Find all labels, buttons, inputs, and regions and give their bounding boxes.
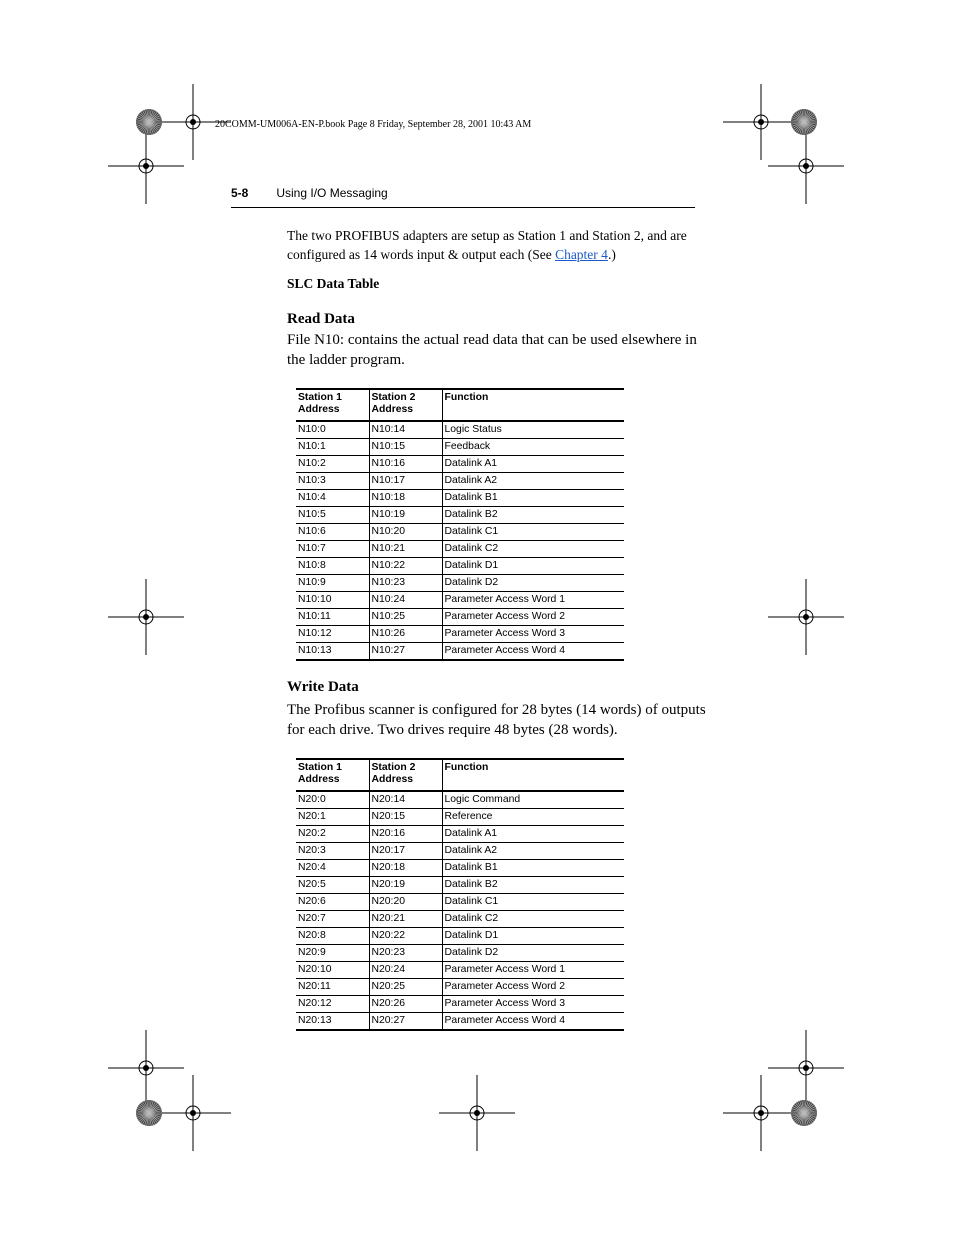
station-2-address-cell: N20:21 bbox=[369, 911, 442, 928]
read-data-heading: Read Data bbox=[287, 311, 355, 327]
write-data-heading: Write Data bbox=[287, 679, 359, 695]
station-1-address-cell: N20:6 bbox=[298, 896, 326, 907]
station-1-address-cell: N10:10 bbox=[298, 594, 332, 605]
function-cell: Parameter Access Word 3 bbox=[442, 626, 624, 643]
station-2-address-cell: N10:19 bbox=[369, 507, 442, 524]
write-data-description: The Profibus scanner is configured for 28 bytes (14 words) of outputs for each drive. Two drives require 48 bytes (28 words). bbox=[287, 702, 706, 738]
station-2-address-cell: N20:22 bbox=[369, 928, 442, 945]
running-header bbox=[231, 186, 388, 200]
intro-paragraph bbox=[287, 227, 697, 264]
station-1-address-cell: N10:13 bbox=[298, 645, 332, 656]
table-row bbox=[296, 626, 624, 643]
station-1-address-cell: N20:8 bbox=[298, 930, 326, 941]
function-cell: Datalink C1 bbox=[442, 894, 624, 911]
table-row bbox=[296, 877, 624, 894]
station-2-address-cell: N10:15 bbox=[369, 439, 442, 456]
function-cell: Logic Status bbox=[442, 421, 624, 439]
table-row bbox=[296, 791, 624, 809]
header-function: Function bbox=[442, 389, 624, 421]
station-2-address-cell: N10:16 bbox=[369, 456, 442, 473]
write-data-table bbox=[296, 758, 624, 1031]
station-2-address-cell: N10:21 bbox=[369, 541, 442, 558]
function-cell: Logic Command bbox=[442, 791, 624, 809]
table-row bbox=[296, 558, 624, 575]
table-row bbox=[296, 996, 624, 1013]
station-2-address-cell: N10:20 bbox=[369, 524, 442, 541]
station-1-address-cell: N10:2 bbox=[298, 458, 326, 469]
function-cell: Datalink A1 bbox=[442, 826, 624, 843]
station-1-address-cell: N20:0 bbox=[298, 794, 326, 805]
station-1-address-cell: N20:3 bbox=[298, 845, 326, 856]
station-1-address-cell: N20:4 bbox=[298, 862, 326, 873]
header-station-2-address: Station 2 Address bbox=[369, 759, 442, 791]
station-1-address-cell: N10:0 bbox=[298, 424, 326, 435]
table-row bbox=[296, 575, 624, 592]
station-1-address-cell: N10:3 bbox=[298, 475, 326, 486]
station-2-address-cell: N20:27 bbox=[369, 1013, 442, 1031]
station-1-address-cell: N20:11 bbox=[298, 981, 331, 992]
header-function: Function bbox=[442, 759, 624, 791]
crosshair-registration-icon bbox=[768, 1030, 844, 1106]
starburst-registration-icon bbox=[791, 1100, 817, 1126]
starburst-registration-icon bbox=[791, 109, 817, 135]
function-cell: Parameter Access Word 2 bbox=[442, 979, 624, 996]
table-row bbox=[296, 439, 624, 456]
station-1-address-cell: N20:2 bbox=[298, 828, 326, 839]
intro-text-end: .) bbox=[607, 246, 616, 262]
read-data-table bbox=[296, 388, 624, 661]
intro-text: The two PROFIBUS adapters are setup as Station 1 and Station 2, and are configured as 14 words input & output each (See bbox=[287, 228, 687, 262]
function-cell: Datalink C2 bbox=[442, 541, 624, 558]
table-row bbox=[296, 979, 624, 996]
function-cell: Parameter Access Word 4 bbox=[442, 1013, 624, 1031]
station-1-address-cell: N10:11 bbox=[298, 611, 331, 622]
section-title: Using I/O Messaging bbox=[276, 186, 388, 200]
function-cell: Parameter Access Word 2 bbox=[442, 609, 624, 626]
chapter-4-link[interactable]: Chapter 4 bbox=[555, 246, 608, 262]
table-row bbox=[296, 826, 624, 843]
table-row bbox=[296, 643, 624, 661]
crosshair-registration-icon bbox=[108, 128, 184, 204]
table-row bbox=[296, 1013, 624, 1031]
function-cell: Parameter Access Word 1 bbox=[442, 962, 624, 979]
station-1-address-cell: N20:1 bbox=[298, 811, 326, 822]
table-row bbox=[296, 592, 624, 609]
station-2-address-cell: N20:20 bbox=[369, 894, 442, 911]
starburst-registration-icon bbox=[136, 109, 162, 135]
station-2-address-cell: N10:22 bbox=[369, 558, 442, 575]
station-2-address-cell: N20:17 bbox=[369, 843, 442, 860]
station-2-address-cell: N20:19 bbox=[369, 877, 442, 894]
station-2-address-cell: N10:17 bbox=[369, 473, 442, 490]
station-2-address-cell: N20:23 bbox=[369, 945, 442, 962]
crosshair-registration-icon bbox=[108, 1030, 184, 1106]
table-row bbox=[296, 809, 624, 826]
station-1-address-cell: N10:4 bbox=[298, 492, 326, 503]
station-2-address-cell: N20:16 bbox=[369, 826, 442, 843]
table-row bbox=[296, 928, 624, 945]
crosshair-registration-icon bbox=[768, 579, 844, 655]
station-2-address-cell: N10:24 bbox=[369, 592, 442, 609]
station-1-address-cell: N20:9 bbox=[298, 947, 326, 958]
station-1-address-cell: N10:7 bbox=[298, 543, 326, 554]
table-row bbox=[296, 945, 624, 962]
table-row bbox=[296, 507, 624, 524]
function-cell: Datalink D1 bbox=[442, 558, 624, 575]
header-rule bbox=[231, 207, 695, 208]
starburst-registration-icon bbox=[136, 1100, 162, 1126]
station-1-address-cell: N10:6 bbox=[298, 526, 326, 537]
station-2-address-cell: N10:27 bbox=[369, 643, 442, 661]
station-2-address-cell: N20:18 bbox=[369, 860, 442, 877]
station-2-address-cell: N20:15 bbox=[369, 809, 442, 826]
function-cell: Parameter Access Word 1 bbox=[442, 592, 624, 609]
table-row bbox=[296, 609, 624, 626]
function-cell: Datalink B1 bbox=[442, 490, 624, 507]
function-cell: Datalink C2 bbox=[442, 911, 624, 928]
crosshair-registration-icon bbox=[723, 84, 799, 160]
crosshair-registration-icon bbox=[108, 579, 184, 655]
table-row bbox=[296, 843, 624, 860]
table-row bbox=[296, 473, 624, 490]
crosshair-registration-icon bbox=[723, 1075, 799, 1151]
station-1-address-cell: N20:12 bbox=[298, 998, 332, 1009]
function-cell: Reference bbox=[442, 809, 624, 826]
print-slug: 20COMM-UM006A-EN-P.book Page 8 Friday, September 28, 2001 10:43 AM bbox=[215, 119, 532, 130]
header-station-2-address: Station 2 Address bbox=[369, 389, 442, 421]
header-station-1-address: Station 1 Address bbox=[298, 392, 342, 415]
crosshair-registration-icon bbox=[439, 1075, 515, 1151]
read-data-description: File N10: contains the actual read data that can be used elsewhere in the ladder program. bbox=[287, 332, 697, 368]
function-cell: Datalink D1 bbox=[442, 928, 624, 945]
table-row bbox=[296, 456, 624, 473]
station-2-address-cell: N20:26 bbox=[369, 996, 442, 1013]
table-header-row bbox=[296, 389, 624, 421]
function-cell: Datalink D2 bbox=[442, 575, 624, 592]
table-header-row bbox=[296, 759, 624, 791]
table-row bbox=[296, 911, 624, 928]
station-2-address-cell: N10:18 bbox=[369, 490, 442, 507]
function-cell: Datalink B2 bbox=[442, 507, 624, 524]
function-cell: Feedback bbox=[442, 439, 624, 456]
station-2-address-cell: N10:14 bbox=[369, 421, 442, 439]
header-station-1-address: Station 1 Address bbox=[298, 762, 342, 785]
station-1-address-cell: N10:5 bbox=[298, 509, 326, 520]
function-cell: Parameter Access Word 4 bbox=[442, 643, 624, 661]
crosshair-registration-icon bbox=[155, 1075, 231, 1151]
station-1-address-cell: N20:13 bbox=[298, 1015, 332, 1026]
function-cell: Datalink A2 bbox=[442, 473, 624, 490]
station-2-address-cell: N10:25 bbox=[369, 609, 442, 626]
station-2-address-cell: N10:23 bbox=[369, 575, 442, 592]
table-row bbox=[296, 490, 624, 507]
function-cell: Datalink B1 bbox=[442, 860, 624, 877]
page-number: 5-8 bbox=[231, 186, 249, 200]
station-1-address-cell: N10:12 bbox=[298, 628, 332, 639]
function-cell: Datalink D2 bbox=[442, 945, 624, 962]
function-cell: Datalink A2 bbox=[442, 843, 624, 860]
station-2-address-cell: N20:24 bbox=[369, 962, 442, 979]
station-1-address-cell: N10:1 bbox=[298, 441, 326, 452]
table-row bbox=[296, 894, 624, 911]
station-2-address-cell: N20:25 bbox=[369, 979, 442, 996]
table-row bbox=[296, 541, 624, 558]
function-cell: Datalink C1 bbox=[442, 524, 624, 541]
slc-data-table-heading: SLC Data Table bbox=[287, 276, 380, 291]
station-1-address-cell: N20:7 bbox=[298, 913, 326, 924]
station-1-address-cell: N20:5 bbox=[298, 879, 326, 890]
station-1-address-cell: N20:10 bbox=[298, 964, 332, 975]
table-row bbox=[296, 962, 624, 979]
table-row bbox=[296, 860, 624, 877]
table-row bbox=[296, 524, 624, 541]
station-2-address-cell: N10:26 bbox=[369, 626, 442, 643]
station-1-address-cell: N10:9 bbox=[298, 577, 326, 588]
station-1-address-cell: N10:8 bbox=[298, 560, 326, 571]
function-cell: Parameter Access Word 3 bbox=[442, 996, 624, 1013]
crosshair-registration-icon bbox=[768, 128, 844, 204]
function-cell: Datalink A1 bbox=[442, 456, 624, 473]
station-2-address-cell: N20:14 bbox=[369, 791, 442, 809]
table-row bbox=[296, 421, 624, 439]
function-cell: Datalink B2 bbox=[442, 877, 624, 894]
